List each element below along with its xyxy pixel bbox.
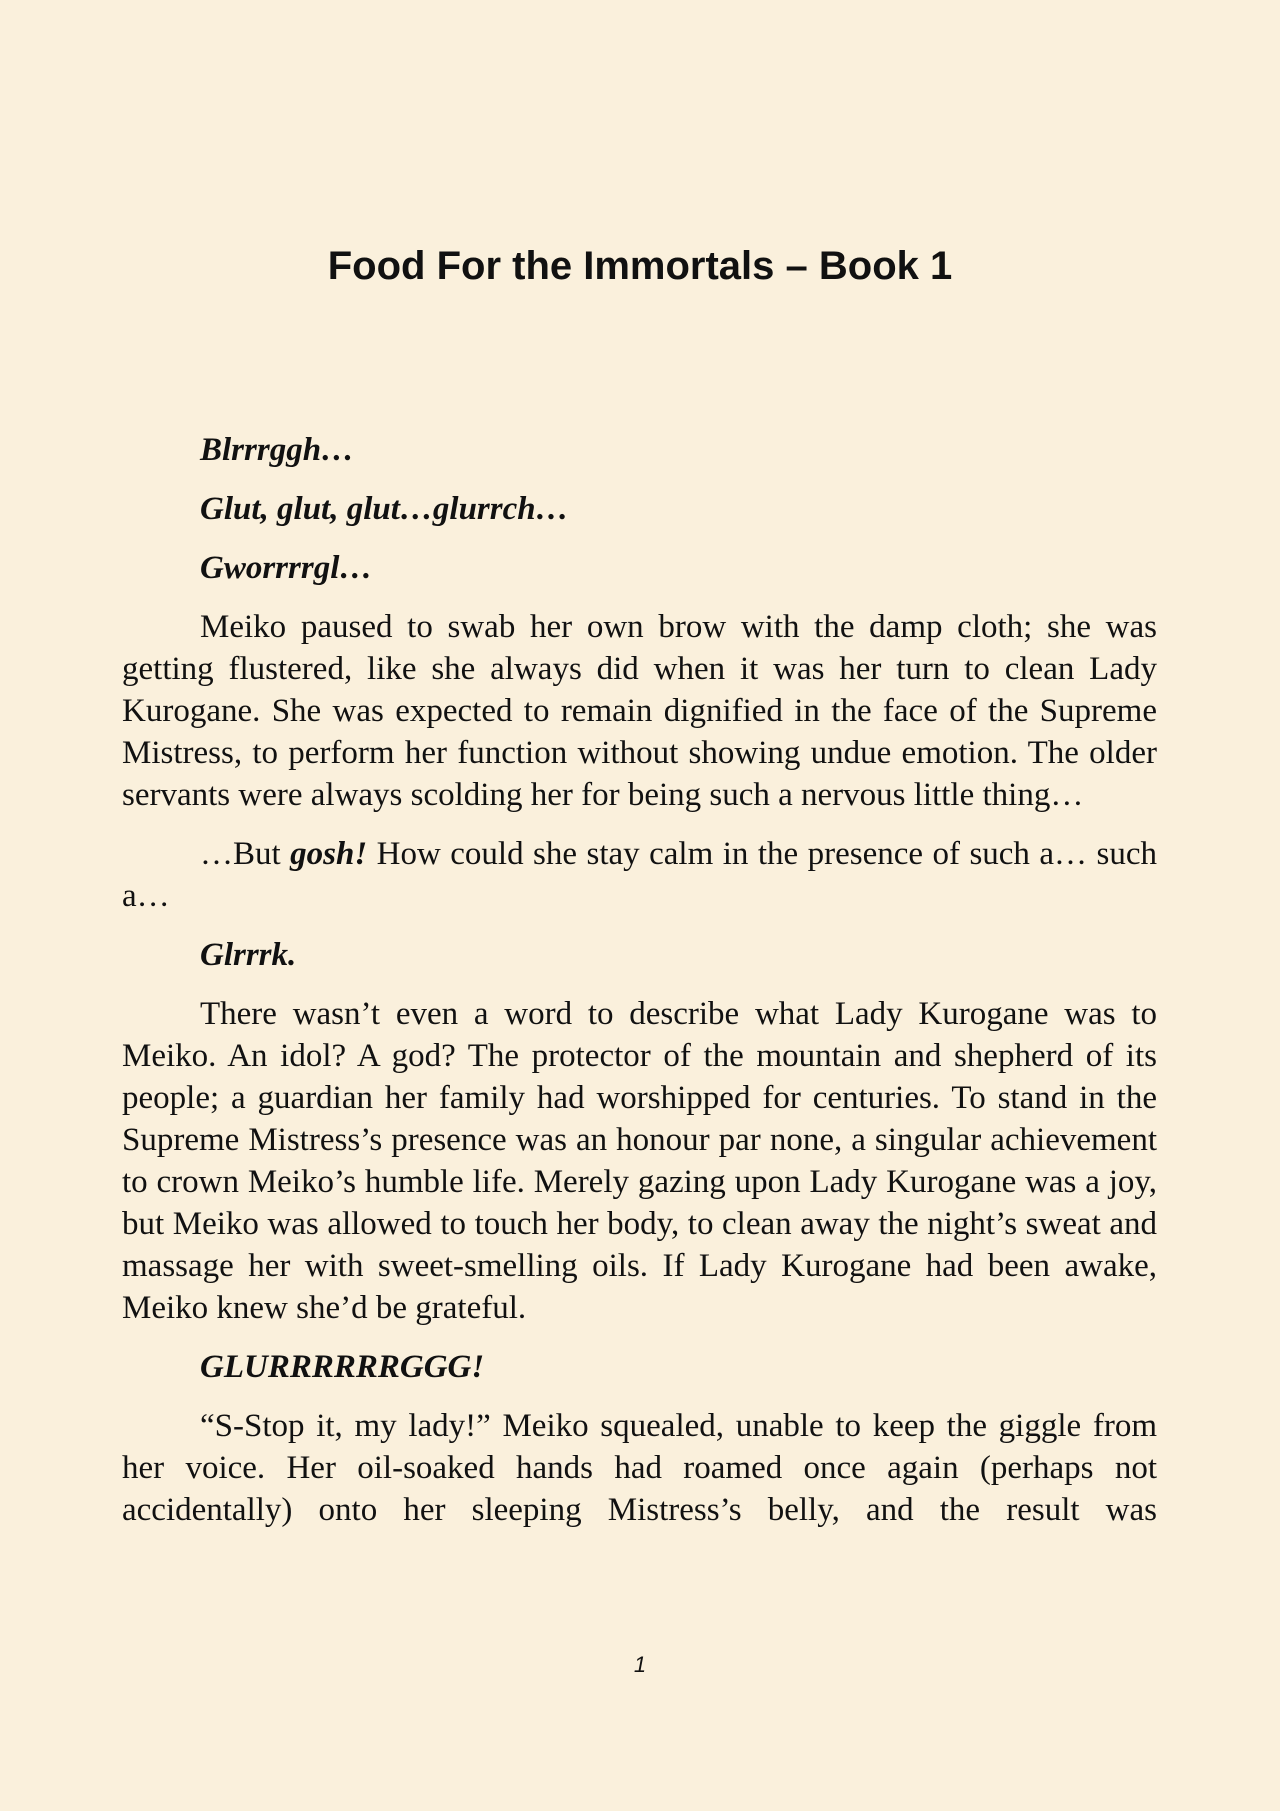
paragraph bbox=[122, 833, 1157, 917]
body-text bbox=[122, 429, 1157, 1548]
sound-effect: Glut, glut, glut…glurrch… bbox=[200, 491, 569, 527]
sound-effect: GLURRRRRRGGG! bbox=[200, 1349, 485, 1385]
page-number: 1 bbox=[633, 1652, 647, 1677]
paragraph: Meiko paused to swab her own brow with the damp cloth; she was getting flustered, like she always did when it was her turn to clean Lady Kurogane. She was expected to remain dignified in the face of the Supreme Mistress, to perform her function without showing undue emotion. The older servants were always scolding her for being such a nervous little thing… bbox=[122, 609, 1157, 813]
paragraph: There wasn’t even a word to describe what Lady Kurogane was to Meiko. An idol? A god? The protector of the mountain and shepherd of its people; a guardian her family had worshipped for centuries. To stand in the Supreme Mistress’s presence was an honour par none, a singular achievement to crown Meiko’s humble life. Merely gazing upon Lady Kurogane was a joy, but Meiko was allowed to touch her body, to clean away the night’s sweat and massage her with sweet-smelling oils. If Lady Kurogane had been awake, Meiko knew she’d be grateful. bbox=[122, 996, 1157, 1326]
paragraph: “S-Stop it, my lady!” Meiko squealed, unable to keep the giggle from her voice. Her oil-soaked hands had roamed once again (perhaps not accidentally) onto her sleeping Mistress’s belly, and the result was bbox=[122, 1408, 1157, 1528]
text: How could she stay calm in the presence of such a… such a… bbox=[122, 836, 1157, 914]
text: …But bbox=[200, 836, 291, 872]
sound-effect: Blrrrggh… bbox=[200, 432, 355, 468]
page-title: Food For the Immortals – Book 1 bbox=[327, 244, 953, 288]
sound-effect: Glrrrk. bbox=[200, 937, 297, 973]
emphasis: gosh! bbox=[290, 836, 368, 872]
sound-effect: Gworrrrgl… bbox=[200, 550, 373, 586]
